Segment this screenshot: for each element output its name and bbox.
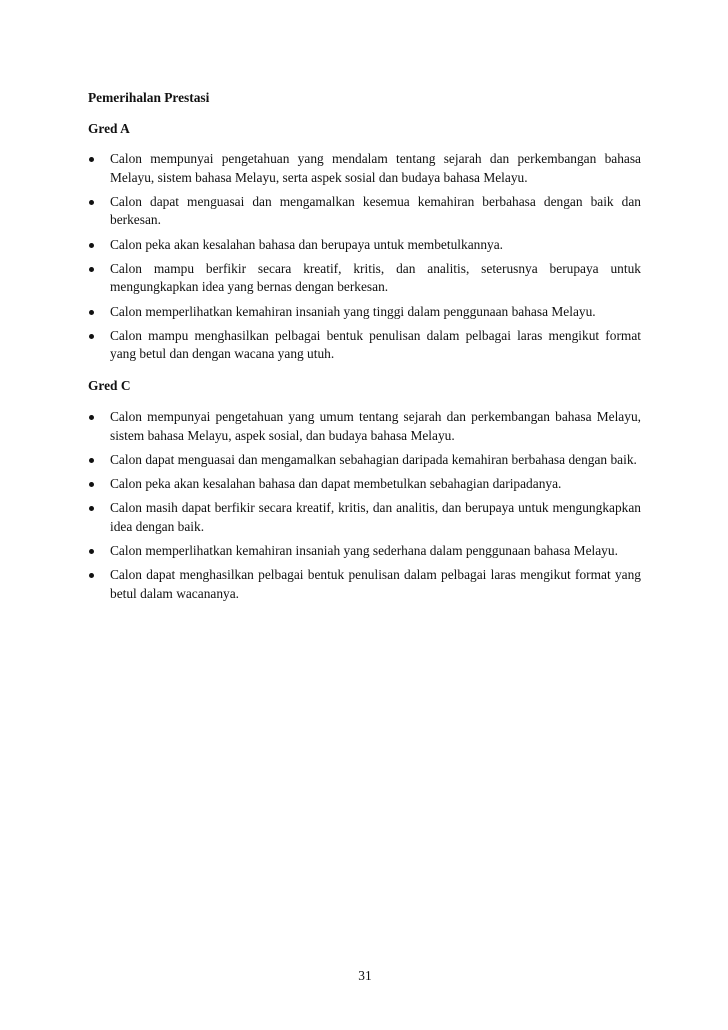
list-item-text: Calon mempunyai pengetahuan yang umum tentang sejarah dan perkembangan bahasa Melayu, sistem bahasa Melayu, aspek sosial, dan budaya bahasa Melayu.	[110, 409, 641, 443]
list-item	[88, 542, 641, 561]
bullet-icon	[89, 200, 94, 205]
bullet-icon	[89, 482, 94, 487]
list-item-text: Calon dapat menguasai dan mengamalkan sebahagian daripada kemahiran berbahasa dengan baik.	[110, 451, 637, 467]
section-heading-gred-a: Gred A	[88, 121, 130, 136]
list-item	[88, 499, 641, 536]
list-item	[88, 193, 641, 230]
bullet-icon	[89, 310, 94, 315]
list-item-text: Calon dapat menguasai dan mengamalkan kesemua kemahiran berbahasa dengan baik dan berkesan.	[110, 193, 641, 228]
bullet-icon	[89, 458, 94, 463]
bullet-icon	[89, 243, 94, 248]
list-item-text: Calon memperlihatkan kemahiran insaniah yang tinggi dalam penggunaan bahasa Melayu.	[110, 303, 596, 319]
list-item-text: Calon peka akan kesalahan bahasa dan dapat membetulkan sebahagian daripadanya.	[110, 476, 562, 492]
bullet-icon	[89, 334, 94, 339]
list-item-text: Calon memperlihatkan kemahiran insaniah yang sederhana dalam penggunaan bahasa Melayu.	[110, 543, 618, 559]
bullet-icon	[89, 549, 94, 554]
bullet-icon	[89, 415, 94, 420]
bullet-icon	[89, 506, 94, 511]
list-item	[88, 451, 641, 470]
bullet-list-gred-c	[88, 408, 641, 609]
bullet-icon	[89, 157, 94, 162]
list-item	[88, 236, 641, 255]
list-item	[88, 475, 641, 494]
bullet-list-gred-a	[88, 150, 641, 370]
list-item	[88, 150, 641, 187]
list-item-text: Calon peka akan kesalahan bahasa dan berupaya untuk membetulkannya.	[110, 236, 504, 252]
list-item	[88, 408, 641, 445]
bullet-icon	[89, 573, 94, 578]
list-item	[88, 303, 641, 322]
list-item-text: Calon masih dapat berfikir secara kreatif, kritis, dan analitis, dan berupaya untuk mengungkapkan idea dengan baik.	[110, 500, 641, 534]
bullet-icon	[89, 267, 94, 272]
list-item-text: Calon mampu berfikir secara kreatif, kritis, dan analitis, seterusnya berupaya untuk mengungkapkan idea yang bernas dengan berkesan.	[110, 260, 641, 295]
list-item-text: Calon mampu menghasilkan pelbagai bentuk penulisan dalam pelbagai laras mengikut format yang betul dan dengan wacana yang utuh.	[110, 327, 641, 362]
list-item	[88, 260, 641, 297]
page-title: Pemerihalan Prestasi	[88, 90, 210, 105]
page-number	[0, 968, 728, 984]
list-item	[88, 327, 641, 364]
list-item-text: Calon dapat menghasilkan pelbagai bentuk penulisan dalam pelbagai laras mengikut format yang betul dalam wacananya.	[110, 567, 641, 601]
section-heading-gred-c: Gred C	[88, 378, 131, 393]
list-item	[88, 566, 641, 603]
list-item-text: Calon mempunyai pengetahuan yang mendalam tentang sejarah dan perkembangan bahasa Melayu, sistem bahasa Melayu, serta aspek sosial dan budaya bahasa Melayu.	[110, 151, 641, 185]
page-number-text: 31	[358, 968, 372, 983]
